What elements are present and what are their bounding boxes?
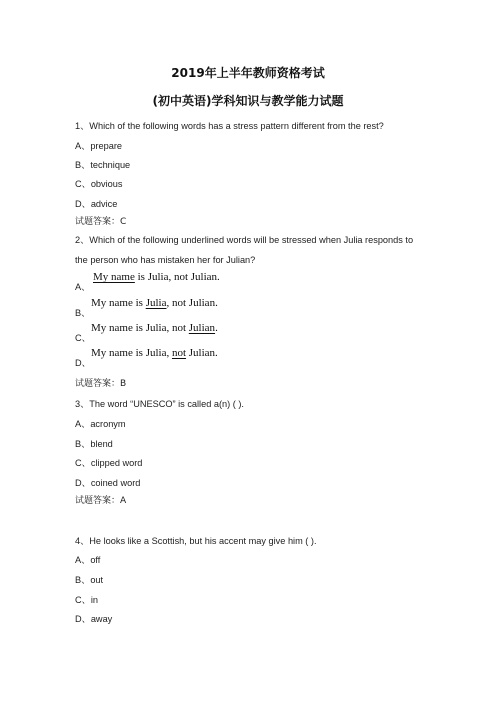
q2-answer: 试题答案：B [75,379,127,389]
q3-option-c: C、clipped word [75,458,143,468]
q2-stem: 2、Which of the following underlined words will be stressed when Julia responds to the person who has mistaken her for Julian? [75,235,414,265]
q2-c-pre: My name is Julia, not [91,322,189,334]
q1-option-c: C、obvious [75,179,123,189]
q2-b-pre: My name is [91,297,146,309]
q4-stem: 4、He looks like a Scottish, but his accent may give him ( ). [75,536,317,546]
q2-option-c-letter: C、 [75,333,91,343]
q2-option-d-letter: D、 [75,358,91,368]
q3-option-a: A、acronym [75,419,126,429]
q1-option-d: D、advice [75,199,118,209]
q2-d-pre: My name is Julia, [91,347,172,359]
q2-option-b-sentence [91,297,218,309]
q3-option-b: B、blend [75,439,113,449]
q1-option-a: A、prepare [75,141,122,151]
q2-d-underlined: not [171,347,187,359]
q2-option-a-sentence [93,271,220,283]
q2-option-b-letter: B、 [75,308,91,318]
q4-option-c: C、in [75,595,98,605]
q2-a-rest: is Julia, not Julian. [134,271,220,283]
q3-stem: 3、The word “UNESCO” is called a(n) ( ). [75,399,244,409]
q4-option-a: A、off [75,555,101,565]
q3-answer: 试题答案：A [75,496,127,506]
q1-answer: 试题答案：C [75,217,127,227]
q2-a-underlined: My name [93,271,135,283]
q1-stem: 1、Which of the following words has a stress pattern different from the rest? [75,121,384,131]
q2-b-rest: , not Julian. [166,297,218,309]
q2-d-rest: Julian. [186,347,218,359]
q2-b-underlined: Julia [145,297,167,309]
q4-option-d: D、away [75,614,113,624]
q1-option-b: B、technique [75,160,131,170]
q2-c-underlined: Julian [188,322,216,334]
exam-subtitle: (初中英语)学科知识与教学能力试题 [152,94,344,108]
q2-option-c-sentence [91,322,218,334]
q2-option-d-sentence [91,347,218,359]
q3-option-d: D、coined word [75,478,141,488]
q2-c-rest: . [215,322,218,334]
q2-option-a-letter: A、 [75,282,91,292]
q4-option-b: B、out [75,575,104,585]
exam-title: 2019年上半年教师资格考试 [171,66,325,80]
